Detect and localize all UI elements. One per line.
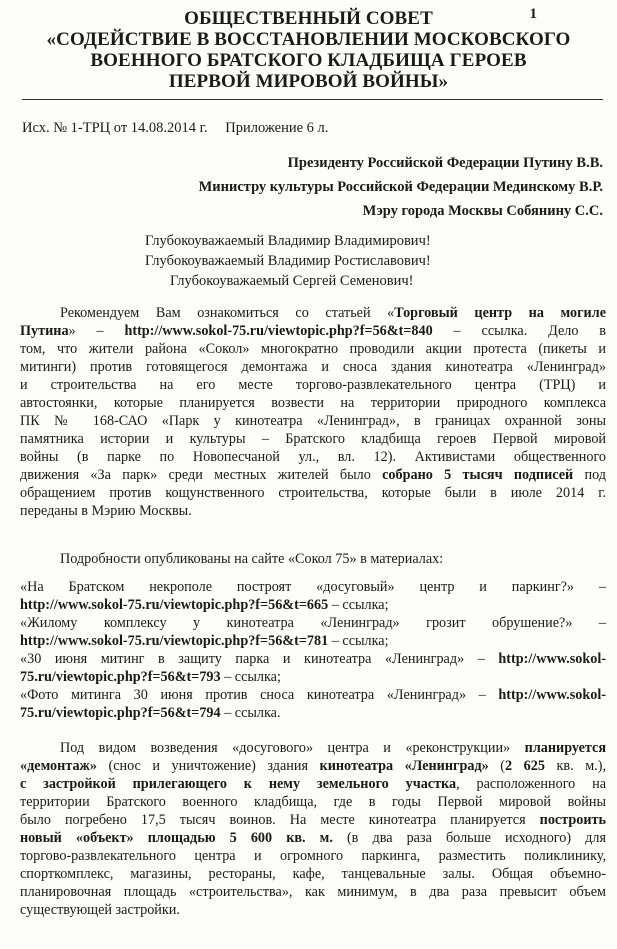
text-line: автостоянки, которые планируется возвести на территории природного комплекса: [20, 395, 606, 411]
text-line: том, что жители района «Сокол» многократно проводили акции протеста (пикеты и: [20, 341, 606, 357]
text-line: Рекомендуем Вам ознакомиться со статьей «Торговый центр на могиле: [60, 305, 606, 321]
text-line: войны (в парке по Новопесчаной ул., вл. 12). Активистами общественного: [20, 449, 606, 465]
text-line: движения «За парк» среди местных жителей было собрано 5 тысяч подписей под: [20, 467, 606, 483]
material-link: http://www.sokol-: [498, 651, 606, 667]
text-line: Под видом возведения «досугового» центра и «реконструкции» планируется: [60, 740, 606, 756]
text-line: Подробности опубликованы на сайте «Сокол 75» в материалах:: [60, 551, 444, 567]
body-paragraph-2: [20, 550, 606, 568]
addressee: Президенту Российской Федерации Путину В.В.: [287, 155, 603, 171]
text-line: переданы в Мэрию Москвы.: [20, 503, 192, 519]
body-paragraph-1: [20, 304, 606, 520]
text-line: существующей застройки.: [20, 902, 180, 918]
salutation: Глубокоуважаемый Сергей Семенович!: [170, 273, 414, 289]
text-line: спорткомплекс, магазины, рестораны, кафе, танцевальные залы. Общая объемно-: [20, 866, 606, 882]
text-line: http://www.sokol-75.ru/viewtopic.php?f=56&t=665 – ссылка;: [20, 597, 389, 613]
text-line: ПК № 168-САО «Парк у кинотеатра «Ленинград», в границах охранной зоны: [20, 413, 606, 429]
outgoing-number: Исх. № 1-ТРЦ от 14.08.2014 г.: [22, 120, 208, 136]
letterhead-line: ОБЩЕСТВЕННЫЙ СОВЕТ: [184, 8, 433, 29]
text-line: планировочная площадь «строительства», как минимум, в два раза превысит объем: [20, 884, 606, 900]
text-line: 75.ru/viewtopic.php?f=56&t=794 – ссылка.: [20, 705, 281, 721]
list-item: «30 июня митинг в защиту парка и кинотеатра «Ленинград» – http://www.sokol-: [20, 651, 606, 667]
attachment-note: Приложение 6 л.: [225, 120, 329, 136]
text-line: с застройкой прилегающего к нему земельного участка, расположенного на: [20, 776, 607, 792]
body-paragraph-3: [20, 739, 606, 919]
text-line: http://www.sokol-75.ru/viewtopic.php?f=56&t=781 – ссылка;: [20, 633, 389, 649]
text-line: Путина» – http://www.sokol-75.ru/viewtopic.php?f=56&t=840 – ссылка. Дело в: [20, 323, 606, 339]
letterhead-line: ПЕРВОЙ МИРОВОЙ ВОЙНЫ»: [168, 71, 449, 92]
text-line: торгово-развлекательного центра и огромного паркинга, разместить поликлинику,: [20, 848, 606, 864]
text-line: памятника истории и культуры – Братского кладбища героев Первой мировой: [20, 431, 606, 447]
text-line: было погребено 17,5 тысяч воинов. На месте кинотеатра планируется построить: [20, 812, 606, 828]
text-line: «демонтаж» (снос и уничтожение) здания кинотеатра «Ленинград» (2 625 кв. м.),: [20, 758, 607, 774]
page-number: 1: [529, 6, 537, 22]
text-line: новый «объект» площадью 5 600 кв. м. (в два раза больше исходного) для: [20, 830, 606, 846]
material-link: http://www.sokol-75.ru/viewtopic.php?f=56&t=665: [20, 597, 329, 613]
text-line: территории Братского военного кладбища, где в годы Первой мировой войны: [20, 794, 606, 810]
text-line: и строительства на его месте торгово-развлекательного центра (ТРЦ) и: [20, 377, 606, 393]
material-link: http://www.sokol-: [498, 687, 606, 703]
addressee: Мэру города Москвы Собянину С.С.: [362, 203, 603, 219]
salutation: Глубокоуважаемый Владимир Владимирович!: [145, 233, 431, 249]
article-link: http://www.sokol-75.ru/viewtopic.php?f=56&t=840: [124, 323, 433, 339]
letterhead-divider: [22, 99, 603, 100]
materials-list: [20, 578, 606, 722]
material-link: http://www.sokol-75.ru/viewtopic.php?f=56&t=781: [20, 633, 329, 649]
salutation-block: [0, 231, 617, 291]
addressee-block: [199, 151, 603, 223]
letterhead-line: «СОДЕЙСТВИЕ В ВОССТАНОВЛЕНИИ МОСКОВСКОГО: [46, 29, 571, 50]
list-item: «Жилому комплексу у кинотеатра «Ленинград» грозит обрушение?» –: [20, 615, 606, 631]
addressee: Министру культуры Российской Федерации Мединскому В.Р.: [198, 179, 603, 195]
text-line: митинги) против готовящегося демонтажа и сноса здания кинотеатра «Ленинград»: [20, 359, 606, 375]
text-line: 75.ru/viewtopic.php?f=56&t=793 – ссылка;: [20, 669, 281, 685]
text-line: обращением против кощунственного строительства, которые были в июле 2014 г.: [20, 485, 606, 501]
letterhead: [20, 8, 597, 92]
list-item: «Фото митинга 30 июня против сноса кинотеатра «Ленинград» – http://www.sokol-: [20, 687, 606, 703]
letterhead-line: ВОЕННОГО БРАТСКОГО КЛАДБИЩА ГЕРОЕВ: [90, 50, 527, 71]
salutation: Глубокоуважаемый Владимир Ростиславович!: [145, 253, 431, 269]
outgoing-reference: [22, 120, 328, 137]
list-item: «На Братском некрополе построят «досуговый» центр и паркинг?» –: [20, 579, 606, 595]
